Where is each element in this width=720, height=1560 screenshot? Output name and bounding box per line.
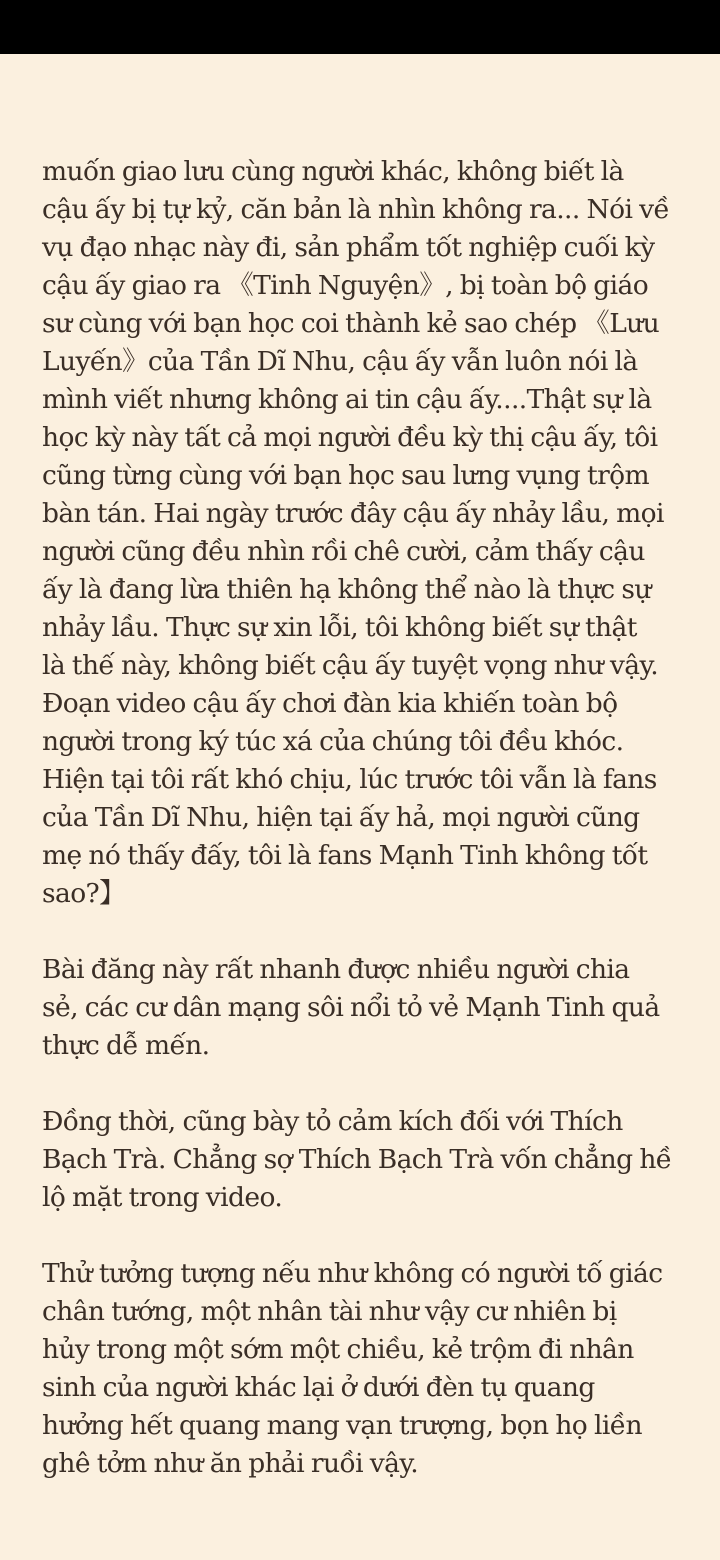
paragraph <box>42 951 678 1065</box>
text-line: Thử tưởng tượng nếu như không có người tố giác <box>42 1258 663 1289</box>
text-line: Hiện tại tôi rất khó chịu, lúc trước tôi vẫn là fans <box>42 764 657 795</box>
text-line: Bài đăng này rất nhanh được nhiều người chia <box>42 954 630 985</box>
text-line: sẻ, các cư dân mạng sôi nổi tỏ vẻ Mạnh Tinh quả <box>42 992 660 1023</box>
text-line: là thế này, không biết cậu ấy tuyệt vọng như vậy. <box>42 650 659 681</box>
text-line: ghê tởm như ăn phải ruồi vậy. <box>42 1448 419 1479</box>
text-line: bàn tán. Hai ngày trước đây cậu ấy nhảy lầu, mọi <box>42 498 664 529</box>
paragraph <box>42 153 678 913</box>
text-line: người trong ký túc xá của chúng tôi đều khóc. <box>42 726 624 757</box>
text-line: cậu ấy bị tự kỷ, căn bản là nhìn không ra... Nói về <box>42 194 670 225</box>
text-line: cậu ấy giao ra 《Tinh Nguyện》, bị toàn bộ giáo <box>42 270 649 301</box>
text-line: Đoạn video cậu ấy chơi đàn kia khiến toàn bộ <box>42 688 618 719</box>
text-line: sao?】 <box>42 878 126 909</box>
text-line: vụ đạo nhạc này đi, sản phẩm tốt nghiệp cuối kỳ <box>42 232 655 263</box>
text-line: ấy là đang lừa thiên hạ không thể nào là thực sự <box>42 574 651 605</box>
reader-text <box>42 153 678 1521</box>
text-line: sinh của người khác lại ở dưới đèn tụ quang <box>42 1372 595 1403</box>
text-line: mẹ nó thấy đấy, tôi là fans Mạnh Tinh không tốt <box>42 840 648 871</box>
status-bar <box>0 0 720 54</box>
text-line: thực dễ mến. <box>42 1030 210 1061</box>
text-line: người cũng đều nhìn rồi chê cười, cảm thấy cậu <box>42 536 645 567</box>
paragraph <box>42 1255 678 1483</box>
paragraph <box>42 1103 678 1217</box>
text-line: hưởng hết quang mang vạn trượng, bọn họ liền <box>42 1410 642 1441</box>
text-line: Bạch Trà. Chẳng sợ Thích Bạch Trà vốn chẳng hề <box>42 1144 672 1175</box>
text-line: Đồng thời, cũng bày tỏ cảm kích đối với Thích <box>42 1106 623 1137</box>
text-line: nhảy lầu. Thực sự xin lỗi, tôi không biết sự thật <box>42 612 637 643</box>
text-line: sư cùng với bạn học coi thành kẻ sao chép 《Lưu <box>42 308 660 339</box>
text-line: muốn giao lưu cùng người khác, không biết là <box>42 156 624 187</box>
text-line: hủy trong một sớm một chiều, kẻ trộm đi nhân <box>42 1334 634 1365</box>
text-line: của Tần Dĩ Nhu, hiện tại ấy hả, mọi người cũng <box>42 802 640 833</box>
text-line: cũng từng cùng với bạn học sau lưng vụng trộm <box>42 460 650 491</box>
text-line: lộ mặt trong video. <box>42 1182 283 1213</box>
text-line: mình viết nhưng không ai tin cậu ấy....Thật sự là <box>42 384 652 415</box>
text-line: Luyến》của Tần Dĩ Nhu, cậu ấy vẫn luôn nói là <box>42 346 638 377</box>
text-line: học kỳ này tất cả mọi người đều kỳ thị cậu ấy, tôi <box>42 422 658 453</box>
text-line: chân tướng, một nhân tài như vậy cư nhiên bị <box>42 1296 617 1327</box>
